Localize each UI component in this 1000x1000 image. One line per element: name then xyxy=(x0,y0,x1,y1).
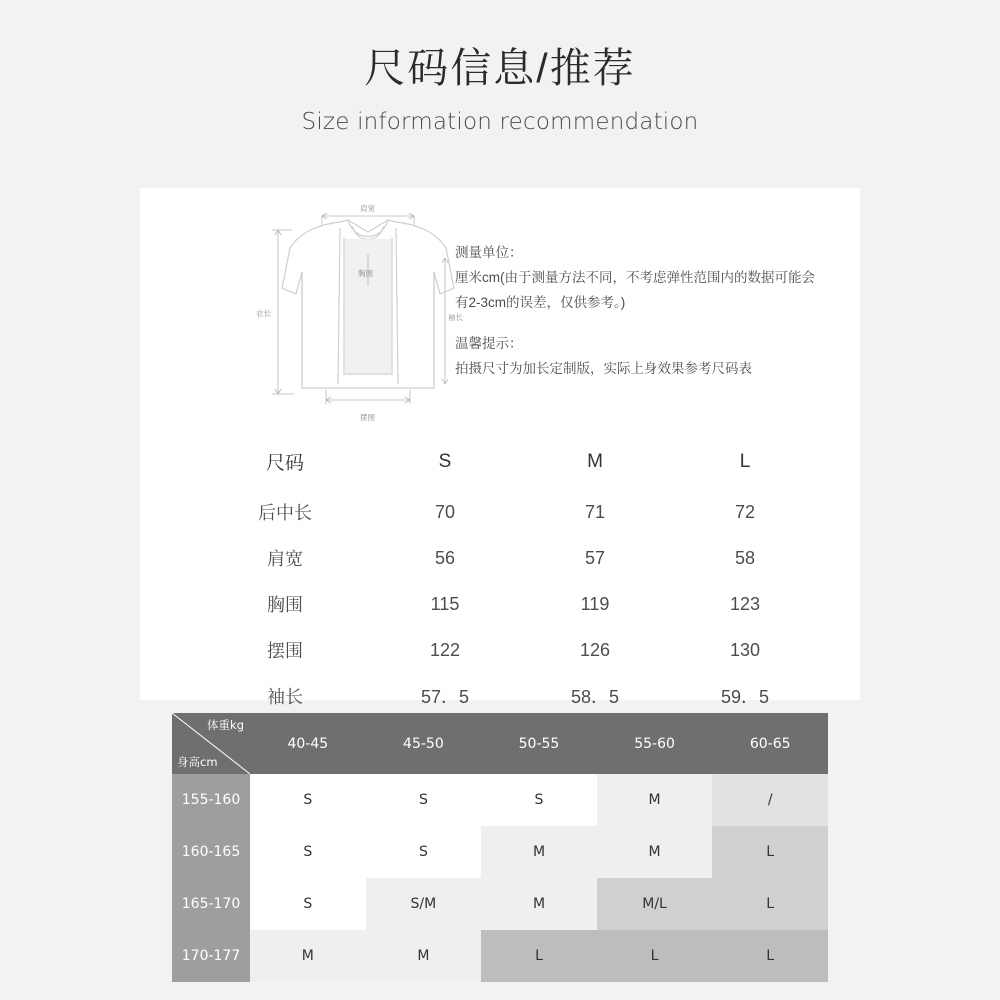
size-info-card xyxy=(140,188,860,707)
rec-row-label: 165-170 xyxy=(172,878,250,930)
tip-note-text: 拍摄尺寸为加长定制版，实际上身效果参考尺码表 xyxy=(455,361,752,376)
spec-row-label: 肩宽 xyxy=(267,549,303,569)
spec-cell: 122 xyxy=(429,639,461,660)
spec-cell: 119 xyxy=(580,593,610,614)
spec-cell: 57．5 xyxy=(420,687,470,707)
label-hem: 摆围 xyxy=(360,413,375,422)
rec-cell: S xyxy=(481,774,597,826)
page-header xyxy=(0,0,1000,135)
rec-row-label: 170-177 xyxy=(172,930,250,982)
rec-cell: L xyxy=(597,930,713,982)
tip-note-title: 温馨提示： xyxy=(455,336,523,351)
measurement-notes xyxy=(455,240,825,397)
rec-weight-label: 体重kg xyxy=(207,718,244,732)
rec-row-label: 155-160 xyxy=(172,774,250,826)
rec-col-header: 55-60 xyxy=(597,713,713,774)
unit-note xyxy=(455,240,825,315)
spec-cell: 71 xyxy=(584,501,606,522)
label-bust: 胸围 xyxy=(358,269,373,278)
rec-cell: / xyxy=(712,774,828,826)
table-row xyxy=(172,826,828,878)
table-row xyxy=(172,878,828,930)
table-row xyxy=(200,581,820,627)
rec-cell: L xyxy=(712,826,828,878)
rec-cell: M xyxy=(597,774,713,826)
rec-corner-cell xyxy=(172,713,250,774)
spec-cell: 58．5 xyxy=(570,687,620,707)
table-row xyxy=(172,774,828,826)
rec-row-label: 160-165 xyxy=(172,826,250,878)
spec-cell: 123 xyxy=(729,593,761,614)
table-row xyxy=(200,535,820,581)
spec-row-label: 摆围 xyxy=(267,641,303,661)
spec-cell: 57 xyxy=(584,547,606,568)
spec-header-m: M xyxy=(587,450,603,472)
table-row xyxy=(172,930,828,982)
rec-cell: M xyxy=(366,930,482,982)
rec-height-label: 身高cm xyxy=(177,755,218,769)
label-shoulder: 肩宽 xyxy=(360,204,375,213)
rec-cell: L xyxy=(481,930,597,982)
table-row xyxy=(200,489,820,535)
spec-header-label: 尺码 xyxy=(265,453,304,474)
label-length: 衣长 xyxy=(256,309,271,318)
rec-cell: M xyxy=(250,930,366,982)
rec-cell: L xyxy=(712,878,828,930)
spec-cell: 115 xyxy=(430,593,460,614)
label-sleeve: 袖长 xyxy=(448,313,463,322)
rec-cell: L xyxy=(712,930,828,982)
rec-cell: S xyxy=(250,878,366,930)
tip-note xyxy=(455,331,825,381)
spec-cell: 59．5 xyxy=(720,687,770,707)
rec-col-header: 45-50 xyxy=(366,713,482,774)
spec-row-label: 袖长 xyxy=(267,687,303,707)
page-subtitle: Size information recommendation xyxy=(301,109,699,136)
recommendation-table xyxy=(172,713,828,982)
spec-cell: 72 xyxy=(734,501,756,522)
rec-cell: M xyxy=(597,826,713,878)
spec-row-label: 胸围 xyxy=(267,595,303,615)
rec-col-header: 60-65 xyxy=(712,713,828,774)
spec-cell: 70 xyxy=(434,501,456,522)
spec-header-row xyxy=(200,438,820,489)
rec-cell: M/L xyxy=(597,878,713,930)
spec-cell: 130 xyxy=(729,639,761,660)
unit-note-title: 测量单位： xyxy=(455,245,523,260)
page-title: 尺码信息/推荐 xyxy=(364,45,636,91)
rec-cell: S/M xyxy=(366,878,482,930)
spec-table xyxy=(200,438,820,719)
rec-cell: M xyxy=(481,878,597,930)
rec-col-header: 40-45 xyxy=(250,713,366,774)
spec-cell: 126 xyxy=(579,639,611,660)
unit-note-text: 厘米cm(由于测量方法不同，不考虑弹性范围内的数据可能会有2-3cm的误差，仅供参考。) xyxy=(455,270,815,310)
spec-cell: 58 xyxy=(734,547,756,568)
rec-cell: S xyxy=(366,774,482,826)
spec-header-l: L xyxy=(739,450,751,472)
spec-row-label: 后中长 xyxy=(258,503,312,523)
table-row xyxy=(200,627,820,673)
rec-cell: S xyxy=(250,774,366,826)
rec-cell: M xyxy=(481,826,597,878)
rec-cell: S xyxy=(366,826,482,878)
spec-cell: 56 xyxy=(434,547,456,568)
rec-col-header: 50-55 xyxy=(481,713,597,774)
rec-header-row xyxy=(172,713,828,774)
rec-cell: S xyxy=(250,826,366,878)
garment-illustration xyxy=(248,198,488,433)
spec-header-s: S xyxy=(438,450,452,472)
